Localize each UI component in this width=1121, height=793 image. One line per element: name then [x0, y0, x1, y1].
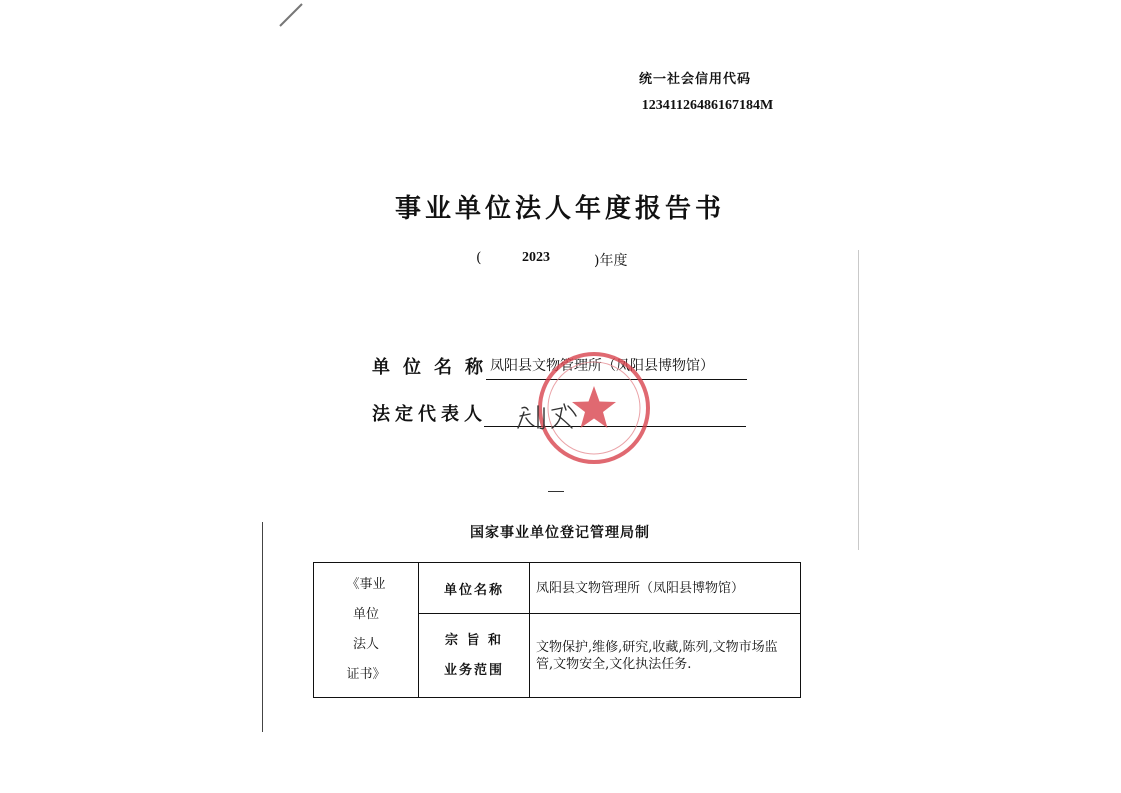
certificate-header-cell [314, 563, 419, 698]
business-scope-label-line: 宗 旨 和 [444, 632, 504, 648]
unit-name-cell-value: 凤阳县文物管理所（凤阳县博物馆） [530, 563, 801, 614]
report-year-row [470, 250, 670, 270]
certificate-header-line: 证书》 [346, 667, 386, 682]
report-year: 2023 [522, 250, 550, 265]
certificate-table [313, 562, 801, 698]
scan-edge-line [262, 522, 263, 732]
certificate-header-line: 单位 [352, 607, 379, 622]
year-suffix: )年度 [594, 253, 628, 269]
credit-code: 12341126486167184M [641, 98, 774, 113]
business-scope-cell-label [419, 614, 530, 698]
legal-rep-label: 法定代表人 [372, 404, 487, 425]
certificate-header-line: 法人 [352, 637, 379, 652]
report-title: 事业单位法人年度报告书 [394, 194, 725, 224]
unit-name-label: 单位名称 [372, 357, 496, 378]
certificate-header-line: 《事业 [346, 577, 386, 592]
issuing-authority: 国家事业单位登记管理局制 [470, 525, 650, 541]
business-scope-label-line: 业务范围 [443, 662, 504, 678]
unit-name-value: 凤阳县文物管理所（凤阳县博物馆） [490, 358, 714, 374]
business-scope-cell-value: 文物保护,维修,研究,收藏,陈列,文物市场监管,文物安全,文化执法任务. [530, 614, 801, 698]
credit-code-label: 统一社会信用代码 [638, 72, 751, 87]
scan-edge-line [858, 250, 859, 550]
legal-rep-signature [514, 398, 604, 432]
separator-dash [548, 491, 564, 492]
table-row [314, 563, 801, 614]
year-open-paren: ( [476, 250, 482, 266]
unit-name-cell-label: 单位名称 [419, 563, 530, 614]
scan-mark [278, 2, 306, 28]
